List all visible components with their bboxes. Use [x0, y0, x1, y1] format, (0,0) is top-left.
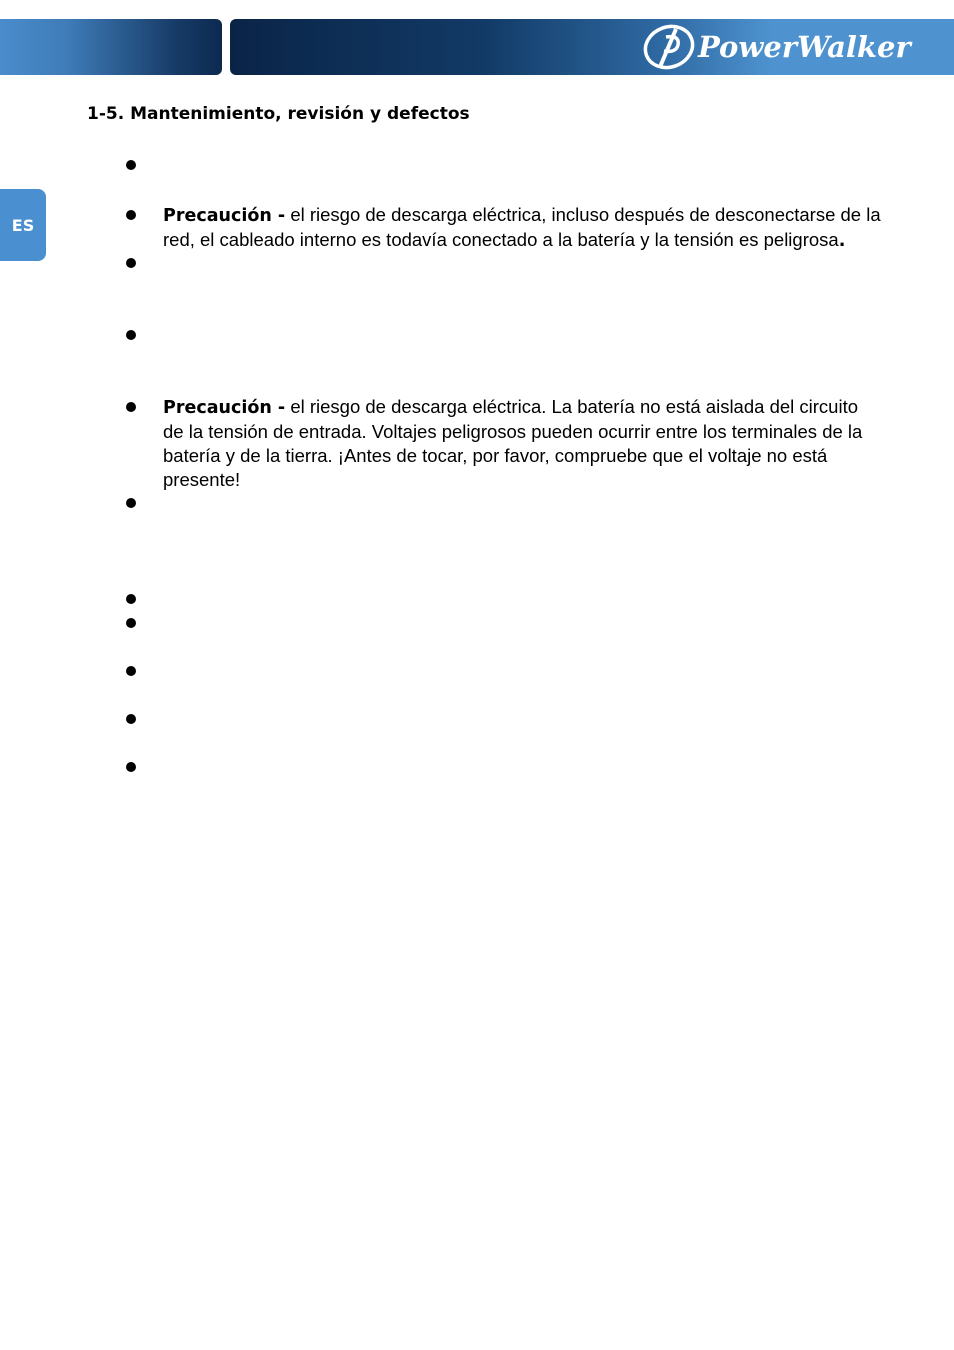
caution-paragraph: [163, 203, 883, 253]
caution-label: Precaución -: [163, 206, 286, 226]
bullet-icon: [126, 498, 136, 508]
caution-paragraph: [163, 395, 883, 492]
bullet-icon: [126, 666, 136, 676]
bullet-icon: [126, 594, 136, 604]
brand-name: PowerWalker: [698, 30, 911, 64]
bullet-icon: [126, 714, 136, 724]
header-bar-left: [0, 19, 222, 75]
bullet-icon: [126, 762, 136, 772]
bullet-icon: [126, 330, 136, 340]
bullet-icon: [126, 402, 136, 412]
language-tab[interactable]: [0, 189, 46, 261]
language-tab-label: ES: [11, 215, 35, 235]
bullet-icon: [126, 618, 136, 628]
bullet-icon: [126, 160, 136, 170]
power-logo-icon: [640, 23, 698, 71]
section-title: 1-5. Mantenimiento, revisión y defectos: [87, 104, 470, 124]
caution-label: Precaución -: [163, 398, 286, 418]
bullet-icon: [126, 258, 136, 268]
brand-logo: [640, 23, 950, 71]
caution-text: el riesgo de descarga eléctrica. La batería no está aislada del circuito de la tensión de entrada. Voltajes peligrosos pueden ocurrir entre los terminales de la batería y de la tierra. ¡Antes de tocar, por favor, compruebe que el voltaje no está presente!: [163, 396, 863, 490]
caution-period: .: [838, 231, 846, 251]
bullet-icon: [126, 210, 136, 220]
caution-text: el riesgo de descarga eléctrica, incluso después de desconectarse de la red, el cableado interno es todavía conectado a la batería y la tensión es peligrosa: [163, 204, 881, 250]
